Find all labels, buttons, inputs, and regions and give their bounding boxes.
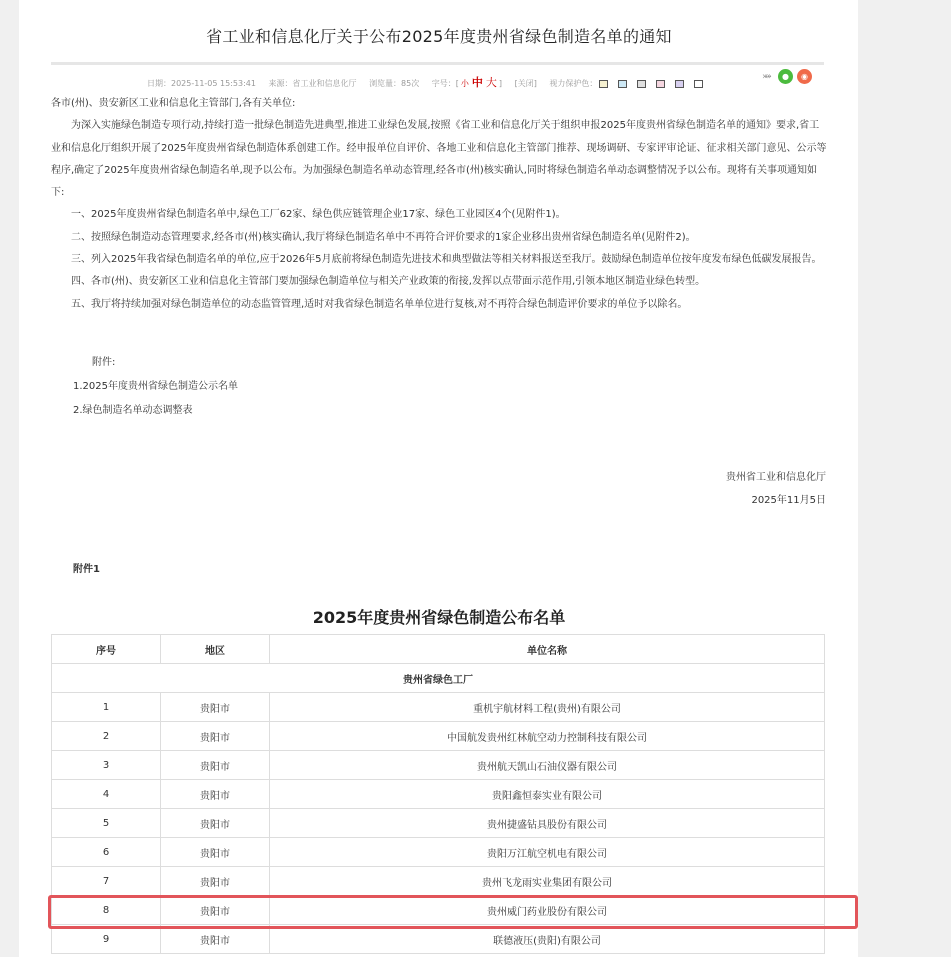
row-no: 1	[52, 693, 161, 722]
font-size-medium[interactable]: 中	[471, 76, 483, 89]
row-company: 贵州威门药业股份有限公司	[270, 896, 825, 925]
paragraph-5: 五、我厅将持续加强对绿色制造单位的动态监管管理,适时对我省绿色制造名单单位进行复核,对不再符合绿色制造评价要求的单位予以除名。	[71, 298, 688, 310]
row-area: 贵阳市	[161, 867, 270, 896]
header-no: 序号	[52, 635, 161, 664]
share-bar	[760, 69, 812, 84]
header-area: 地区	[161, 635, 270, 664]
share-icon[interactable]: ⤘	[762, 71, 772, 82]
row-no: 7	[52, 867, 161, 896]
table-row	[52, 722, 825, 751]
table-row	[52, 838, 825, 867]
row-area: 贵阳市	[161, 838, 270, 867]
paragraph-2: 二、按照绿色制造动态管理要求,经各市(州)核实确认,我厅将绿色制造名单中不再符合评价要求的1家企业移出贵州省绿色制造名单(见附件2)。	[71, 231, 696, 243]
row-company: 贵州航天凯山石油仪器有限公司	[270, 751, 825, 780]
salutation: 各市(州)、贵安新区工业和信息化主管部门,各有关单位:	[51, 98, 296, 109]
color-swatch[interactable]	[675, 80, 684, 88]
color-swatches	[599, 79, 713, 88]
section-title: 贵州省绿色工厂	[52, 664, 825, 693]
table-row	[52, 751, 825, 780]
weibo-icon[interactable]: ◉	[797, 69, 812, 84]
row-company: 重机宇航材料工程(贵州)有限公司	[270, 693, 825, 722]
row-area: 贵阳市	[161, 693, 270, 722]
row-area: 贵阳市	[161, 896, 270, 925]
signature: 贵州省工业和信息化厅	[726, 472, 826, 483]
font-size-large[interactable]: 大	[485, 76, 497, 89]
header-name: 单位名称	[270, 635, 825, 664]
font-size-small[interactable]: 小	[460, 79, 469, 88]
row-company: 贵阳鑫恒泰实业有限公司	[270, 780, 825, 809]
row-area: 贵阳市	[161, 722, 270, 751]
row-no: 6	[52, 838, 161, 867]
font-size-label: 字号：[	[431, 79, 459, 88]
table-row	[52, 693, 825, 722]
row-company: 贵州捷盛钻具股份有限公司	[270, 809, 825, 838]
row-company: 联德液压(贵阳)有限公司	[270, 925, 825, 954]
close-link[interactable]: [关闭]	[514, 79, 537, 88]
highlight-box	[48, 895, 858, 929]
paragraph-1: 一、2025年度贵州省绿色制造名单中,绿色工厂62家、绿色供应链管理企业17家、绿色工业园区4个(见附件1)。	[71, 209, 566, 221]
row-area: 贵阳市	[161, 751, 270, 780]
eye-protect-label: 视力保护色：	[549, 79, 598, 88]
table-row	[52, 867, 825, 896]
color-swatch[interactable]	[637, 80, 646, 88]
row-no: 5	[52, 809, 161, 838]
meta-info	[147, 74, 723, 90]
article-title: 省工业和信息化厅关于公布2025年度贵州省绿色制造名单的通知	[206, 27, 672, 46]
row-area: 贵阳市	[161, 925, 270, 954]
section-row	[52, 664, 825, 693]
article-body	[51, 93, 827, 316]
table-row	[52, 809, 825, 838]
color-swatch[interactable]	[599, 80, 608, 88]
row-company: 贵阳万江航空机电有限公司	[270, 838, 825, 867]
attachment-link-2[interactable]: 2.绿色制造名单动态调整表	[73, 405, 193, 416]
table-row	[52, 780, 825, 809]
sign-date: 2025年11月5日	[751, 495, 826, 506]
color-swatch[interactable]	[694, 80, 703, 88]
row-no: 4	[52, 780, 161, 809]
color-swatch[interactable]	[618, 80, 627, 88]
row-no: 2	[52, 722, 161, 751]
meta-bar	[51, 62, 824, 93]
row-area: 贵阳市	[161, 780, 270, 809]
font-size-bracket: ]	[498, 79, 503, 88]
color-swatch[interactable]	[656, 80, 665, 88]
article-page	[19, 0, 858, 957]
paragraph-4: 四、各市(州)、贵安新区工业和信息化主管部门要加强绿色制造单位与相关产业政策的衔接,发挥以点带面示范作用,引领本地区制造业绿色转型。	[71, 276, 706, 288]
attachments-label: 附件:	[92, 357, 116, 368]
row-company: 贵州飞龙雨实业集团有限公司	[270, 867, 825, 896]
paragraph-intro: 为深入实施绿色制造专项行动,持续打造一批绿色制造先进典型,推进工业绿色发展,按照《省工业和信息化厅关于组织申报2025年度贵州省绿色制造名单的通知》要求,省工业和信息化厅组织开展了2025年度贵州省绿色制造体系创建工作。经申报单位自评价、各地工业和信息化主管部门推荐、现场调研、专家评审论证、征求相关部门意见、公示等程序,确定了2025年度贵州省绿色制造名单,现予以公布。为加强绿色制造名单动态管理,经各市(州)核实确认,同时将绿色制造名单动态调整情况予以公布。现将有关事项通知如下:	[51, 120, 827, 199]
attachment-link-1[interactable]: 1.2025年度贵州省绿色制造公示名单	[73, 381, 238, 392]
row-company: 中国航发贵州红林航空动力控制科技有限公司	[270, 722, 825, 751]
source: 来源：省工业和信息化厅	[268, 79, 357, 88]
wechat-icon[interactable]: ●	[778, 69, 793, 84]
row-no: 3	[52, 751, 161, 780]
row-no: 8	[52, 896, 161, 925]
row-area: 贵阳市	[161, 809, 270, 838]
publish-date: 日期：2025-11-05 15:53:41	[147, 79, 256, 88]
appendix-title: 2025年度贵州省绿色制造公布名单	[312, 608, 566, 627]
table-header-row	[52, 635, 825, 664]
paragraph-3: 三、列入2025年我省绿色制造名单的单位,应于2026年5月底前将绿色制造先进技术和典型做法等相关材料报送至我厅。鼓励绿色制造单位按年度发布绿色低碳发展报告。	[71, 254, 822, 266]
view-count: 浏览量：85次	[369, 79, 420, 88]
row-no: 9	[52, 925, 161, 954]
appendix-label: 附件1	[73, 564, 100, 575]
